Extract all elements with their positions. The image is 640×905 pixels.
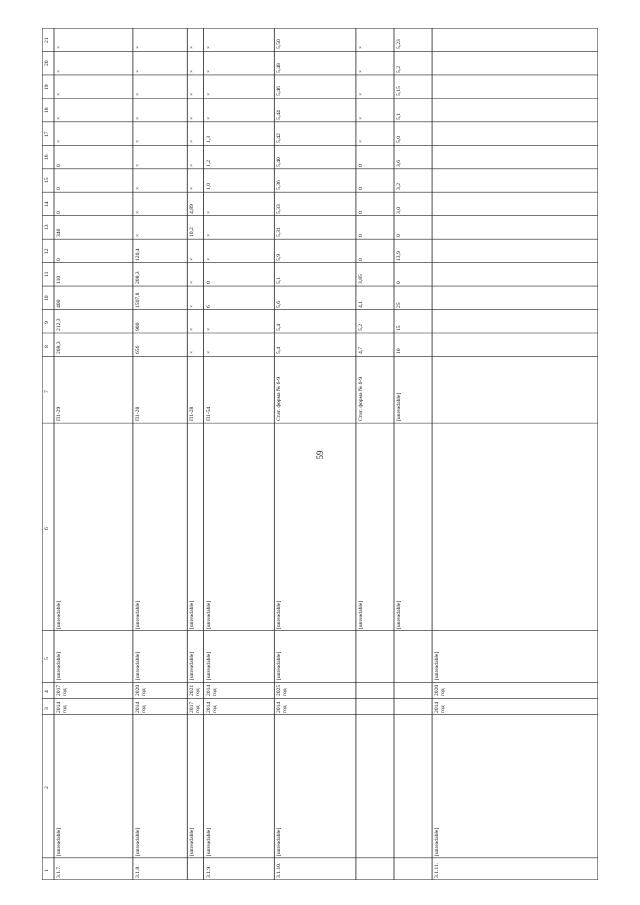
column-header-number: 7: [44, 389, 50, 393]
table-cell-col2: [unreadable]: [189, 827, 196, 856]
table-cell-col3: 2014 год: [205, 701, 218, 713]
table-cell-col18: ×: [56, 116, 62, 120]
table-cell-col20: ×: [357, 69, 364, 73]
table-cell-col13: 10,2: [189, 227, 196, 238]
table-cell-col9: 5,2: [357, 323, 364, 331]
table-cell-col12: ×: [205, 257, 212, 261]
table-cell-col5: [unreadable]: [205, 652, 212, 681]
table-cell-col17: ×: [134, 140, 141, 144]
table-cell-col18: ×: [205, 116, 212, 120]
table-cell-col11: 3,85: [357, 274, 364, 285]
table-cell-col13: ×: [134, 233, 141, 238]
table-cell-col3: 2014 год: [276, 701, 289, 713]
row-number: 3.1.11.: [434, 862, 441, 878]
table-cell-col6: [unreadable]: [205, 600, 212, 629]
table-cell-col10: 1507,8: [134, 292, 141, 308]
table-cell-col7: [unreadable]: [396, 392, 402, 422]
table-cell-col13: ×: [205, 233, 212, 238]
table-cell-col10: 4,1: [357, 300, 364, 308]
table-cell-col14: 0: [357, 210, 364, 214]
table-grid: [42, 28, 598, 880]
column-header-number: 19: [44, 84, 50, 90]
table-cell-col9: ×: [189, 327, 196, 331]
table-cell-col10: 6: [205, 304, 212, 308]
table-cell-col11: 5,1: [276, 277, 283, 285]
column-header-number: 9: [44, 321, 50, 325]
table-cell-col17: 5,42: [276, 133, 283, 144]
table-cell-col8: 4,7: [357, 347, 364, 355]
table-cell-col13: 0: [396, 234, 402, 238]
table-cell-col17: 5,0: [396, 136, 402, 144]
table-cell-col3: 2014 год: [134, 701, 148, 713]
table-cell-col19: ×: [56, 93, 62, 97]
table-cell-col5: [unreadable]: [276, 652, 283, 681]
column-header-number: 16: [44, 154, 50, 161]
column-header-number: 6: [44, 527, 50, 530]
table-cell-col2: [unreadable]: [276, 827, 283, 856]
table-cell-col17: ×: [189, 140, 196, 144]
table-cell-col15: 0: [56, 187, 62, 191]
table-cell-col21: 5,50: [276, 39, 283, 50]
table-cell-col16: ×: [189, 163, 196, 167]
table-cell-col19: 5,15: [396, 86, 402, 97]
table-cell-col15: 5,36: [276, 180, 283, 191]
table-cell-col21: ×: [357, 46, 364, 50]
table-cell-col8: 656: [134, 346, 141, 355]
table-cell-col6: [unreadable]: [357, 600, 364, 629]
column-header-number: 20: [44, 60, 50, 67]
table-cell-col19: 5,46: [276, 86, 283, 97]
column-header-number: 1: [44, 869, 50, 872]
table-cell-col16: 1,2: [205, 159, 212, 167]
table-cell-col5: [unreadable]: [134, 652, 141, 681]
table-cell-col16: 3,6: [396, 159, 402, 167]
column-header-number: 17: [44, 130, 50, 137]
table-cell-col14: 0: [56, 210, 62, 214]
row-number: 3.1.9.: [205, 865, 212, 878]
table-cell-col8: 10: [396, 348, 402, 355]
table-cell-col11: 110: [56, 275, 62, 285]
table-cell-col7: Стат. форма № 6-9: [357, 377, 364, 422]
table-cell-col16: ×: [134, 163, 141, 167]
column-header-number: 3: [44, 706, 50, 710]
table-cell-col4: 2014 год: [205, 685, 218, 697]
column-header-number: 21: [44, 37, 50, 43]
table-cell-col14: 3,0: [396, 206, 402, 214]
table-cell-col8: ×: [189, 351, 196, 355]
table-cell-col15: 1,0: [205, 183, 212, 191]
column-header-number: 15: [44, 177, 50, 184]
table-cell-col21: 5,23: [396, 39, 402, 50]
table-cell-col20: ×: [205, 69, 212, 73]
table-cell-col2: [unreadable]: [434, 827, 441, 856]
table-cell-col18: 5,44: [276, 110, 283, 120]
table-cell-col20: 5,48: [276, 63, 283, 73]
column-header-number: 18: [44, 107, 50, 114]
table-cell-col6: [unreadable]: [396, 600, 402, 629]
table-cell-col10: 5,6: [276, 300, 283, 308]
table-cell-col12: 0: [357, 257, 364, 261]
table-cell-col2: [unreadable]: [134, 827, 141, 856]
table-cell-col20: 5,2: [396, 65, 402, 73]
table-cell-col17: ×: [56, 140, 62, 144]
table-cell-col15: ×: [189, 187, 196, 191]
table-cell-col8: 5,4: [276, 347, 283, 355]
table-cell-col17: 1,3: [205, 136, 212, 144]
table-cell-col21: ×: [56, 46, 62, 50]
table-cell-col14: ×: [134, 210, 141, 214]
table-cell-col6: [unreadable]: [134, 600, 141, 629]
column-header-number: 4: [44, 690, 50, 694]
table-cell-col10: ×: [189, 304, 196, 308]
table-cell-col19: ×: [205, 93, 212, 97]
column-header-number: 2: [44, 786, 50, 790]
table-cell-col9: 5,4: [276, 323, 283, 331]
table-cell-col17: ×: [357, 140, 364, 144]
table-cell-col13: 0: [357, 234, 364, 238]
column-header-number: 5: [44, 656, 50, 660]
table-cell-col4: 2021 год: [189, 685, 202, 697]
table-cell-col15: 0: [357, 187, 364, 191]
table-cell-col7: П1-28: [189, 406, 196, 422]
table-cell-col12: 5,9: [276, 253, 283, 261]
table-cell-col10: 400: [56, 299, 62, 308]
table-cell-col3: 2017 год: [189, 701, 202, 713]
table-cell-col6: [unreadable]: [276, 600, 283, 629]
table-cell-col19: ×: [189, 93, 196, 97]
table-cell-col9: ×: [205, 327, 212, 331]
table-cell-col21: ×: [189, 46, 196, 50]
table-cell-col8: ×: [205, 351, 212, 355]
table-cell-col15: ×: [134, 187, 141, 191]
table-cell-col4: 2020 год: [434, 685, 447, 697]
table-cell-col18: ×: [189, 116, 196, 120]
table-cell-col4: 2025 год: [276, 685, 289, 697]
table-cell-col16: 5,40: [276, 156, 283, 167]
row-number: 3.1.10.: [276, 862, 283, 878]
table-cell-col5: [unreadable]: [434, 652, 441, 681]
table-cell-col10: 25: [396, 301, 402, 308]
table-cell-col4: 2020 год: [134, 685, 148, 697]
table-cell-col16: 0: [56, 163, 62, 167]
table-cell-col14: ×: [205, 210, 212, 214]
table-cell-col20: ×: [189, 69, 196, 73]
table-cell-col5: [unreadable]: [56, 652, 62, 681]
table-cell-col11: 0: [396, 281, 402, 285]
page-number: 59: [315, 450, 325, 460]
table-cell-col21: ×: [205, 46, 212, 50]
table-cell-col12: 120,4: [134, 248, 141, 261]
column-header-number: 12: [44, 248, 50, 254]
column-header-number: 13: [44, 224, 50, 231]
table-cell-col12: ×: [189, 257, 196, 261]
table-cell-col7: П1-54: [205, 406, 212, 422]
table-cell-col6: [unreadable]: [56, 600, 62, 629]
table-cell-col20: ×: [56, 69, 62, 73]
table-cell-col3: 2014 год: [434, 701, 447, 713]
table-cell-col7: П1-28: [134, 406, 141, 422]
table-cell-col11: ×: [189, 280, 196, 285]
table-cell-col7: П1-29: [56, 406, 62, 422]
table-cell-col11: 0: [205, 281, 212, 285]
table-cell-col2: [unreadable]: [56, 827, 62, 856]
column-header-number: 11: [44, 271, 50, 278]
table-cell-col3: 2014 год: [56, 701, 69, 713]
rotated-table: [42, 28, 598, 880]
table-cell-col15: 3,2: [396, 183, 402, 191]
row-number: 3.1.8.: [134, 865, 141, 878]
table-cell-col2: [unreadable]: [205, 827, 212, 856]
table-cell-col7: Стат. форма № 6-9: [276, 377, 283, 422]
column-header-number: 14: [44, 201, 50, 207]
table-cell-col11: 208,3: [134, 271, 141, 285]
table-cell-col12: 0: [56, 257, 62, 261]
table-cell-col9: 15: [396, 325, 402, 331]
table-cell-col18: 5,1: [396, 112, 402, 120]
table-cell-col4: 2017 год: [56, 685, 69, 697]
table-cell-col13: 346: [56, 228, 62, 238]
table-cell-col13: 5,31: [276, 227, 283, 238]
table-cell-col8: 208,3: [56, 341, 62, 355]
table-cell-col14: 5,33: [276, 203, 283, 214]
table-cell-col12: 13,9: [396, 250, 402, 261]
table-cell-col19: ×: [134, 93, 141, 97]
column-header-number: 8: [44, 344, 50, 348]
table-cell-col5: [unreadable]: [189, 652, 196, 681]
table-cell-col6: [unreadable]: [189, 600, 196, 629]
table-cell-col9: 212,3: [56, 318, 62, 331]
table-cell-col18: ×: [134, 116, 141, 120]
table-cell-col21: ×: [134, 46, 141, 50]
row-number: 3.1.7.: [56, 865, 62, 878]
table-cell-col20: ×: [134, 69, 141, 73]
table-cell-col9: 900: [134, 322, 141, 331]
table-cell-col16: 0: [357, 163, 364, 167]
table-cell-col14: 4,89: [189, 203, 196, 214]
table-cell-col18: ×: [357, 116, 364, 120]
table-cell-col19: ×: [357, 93, 364, 97]
column-header-number: 10: [44, 295, 50, 301]
